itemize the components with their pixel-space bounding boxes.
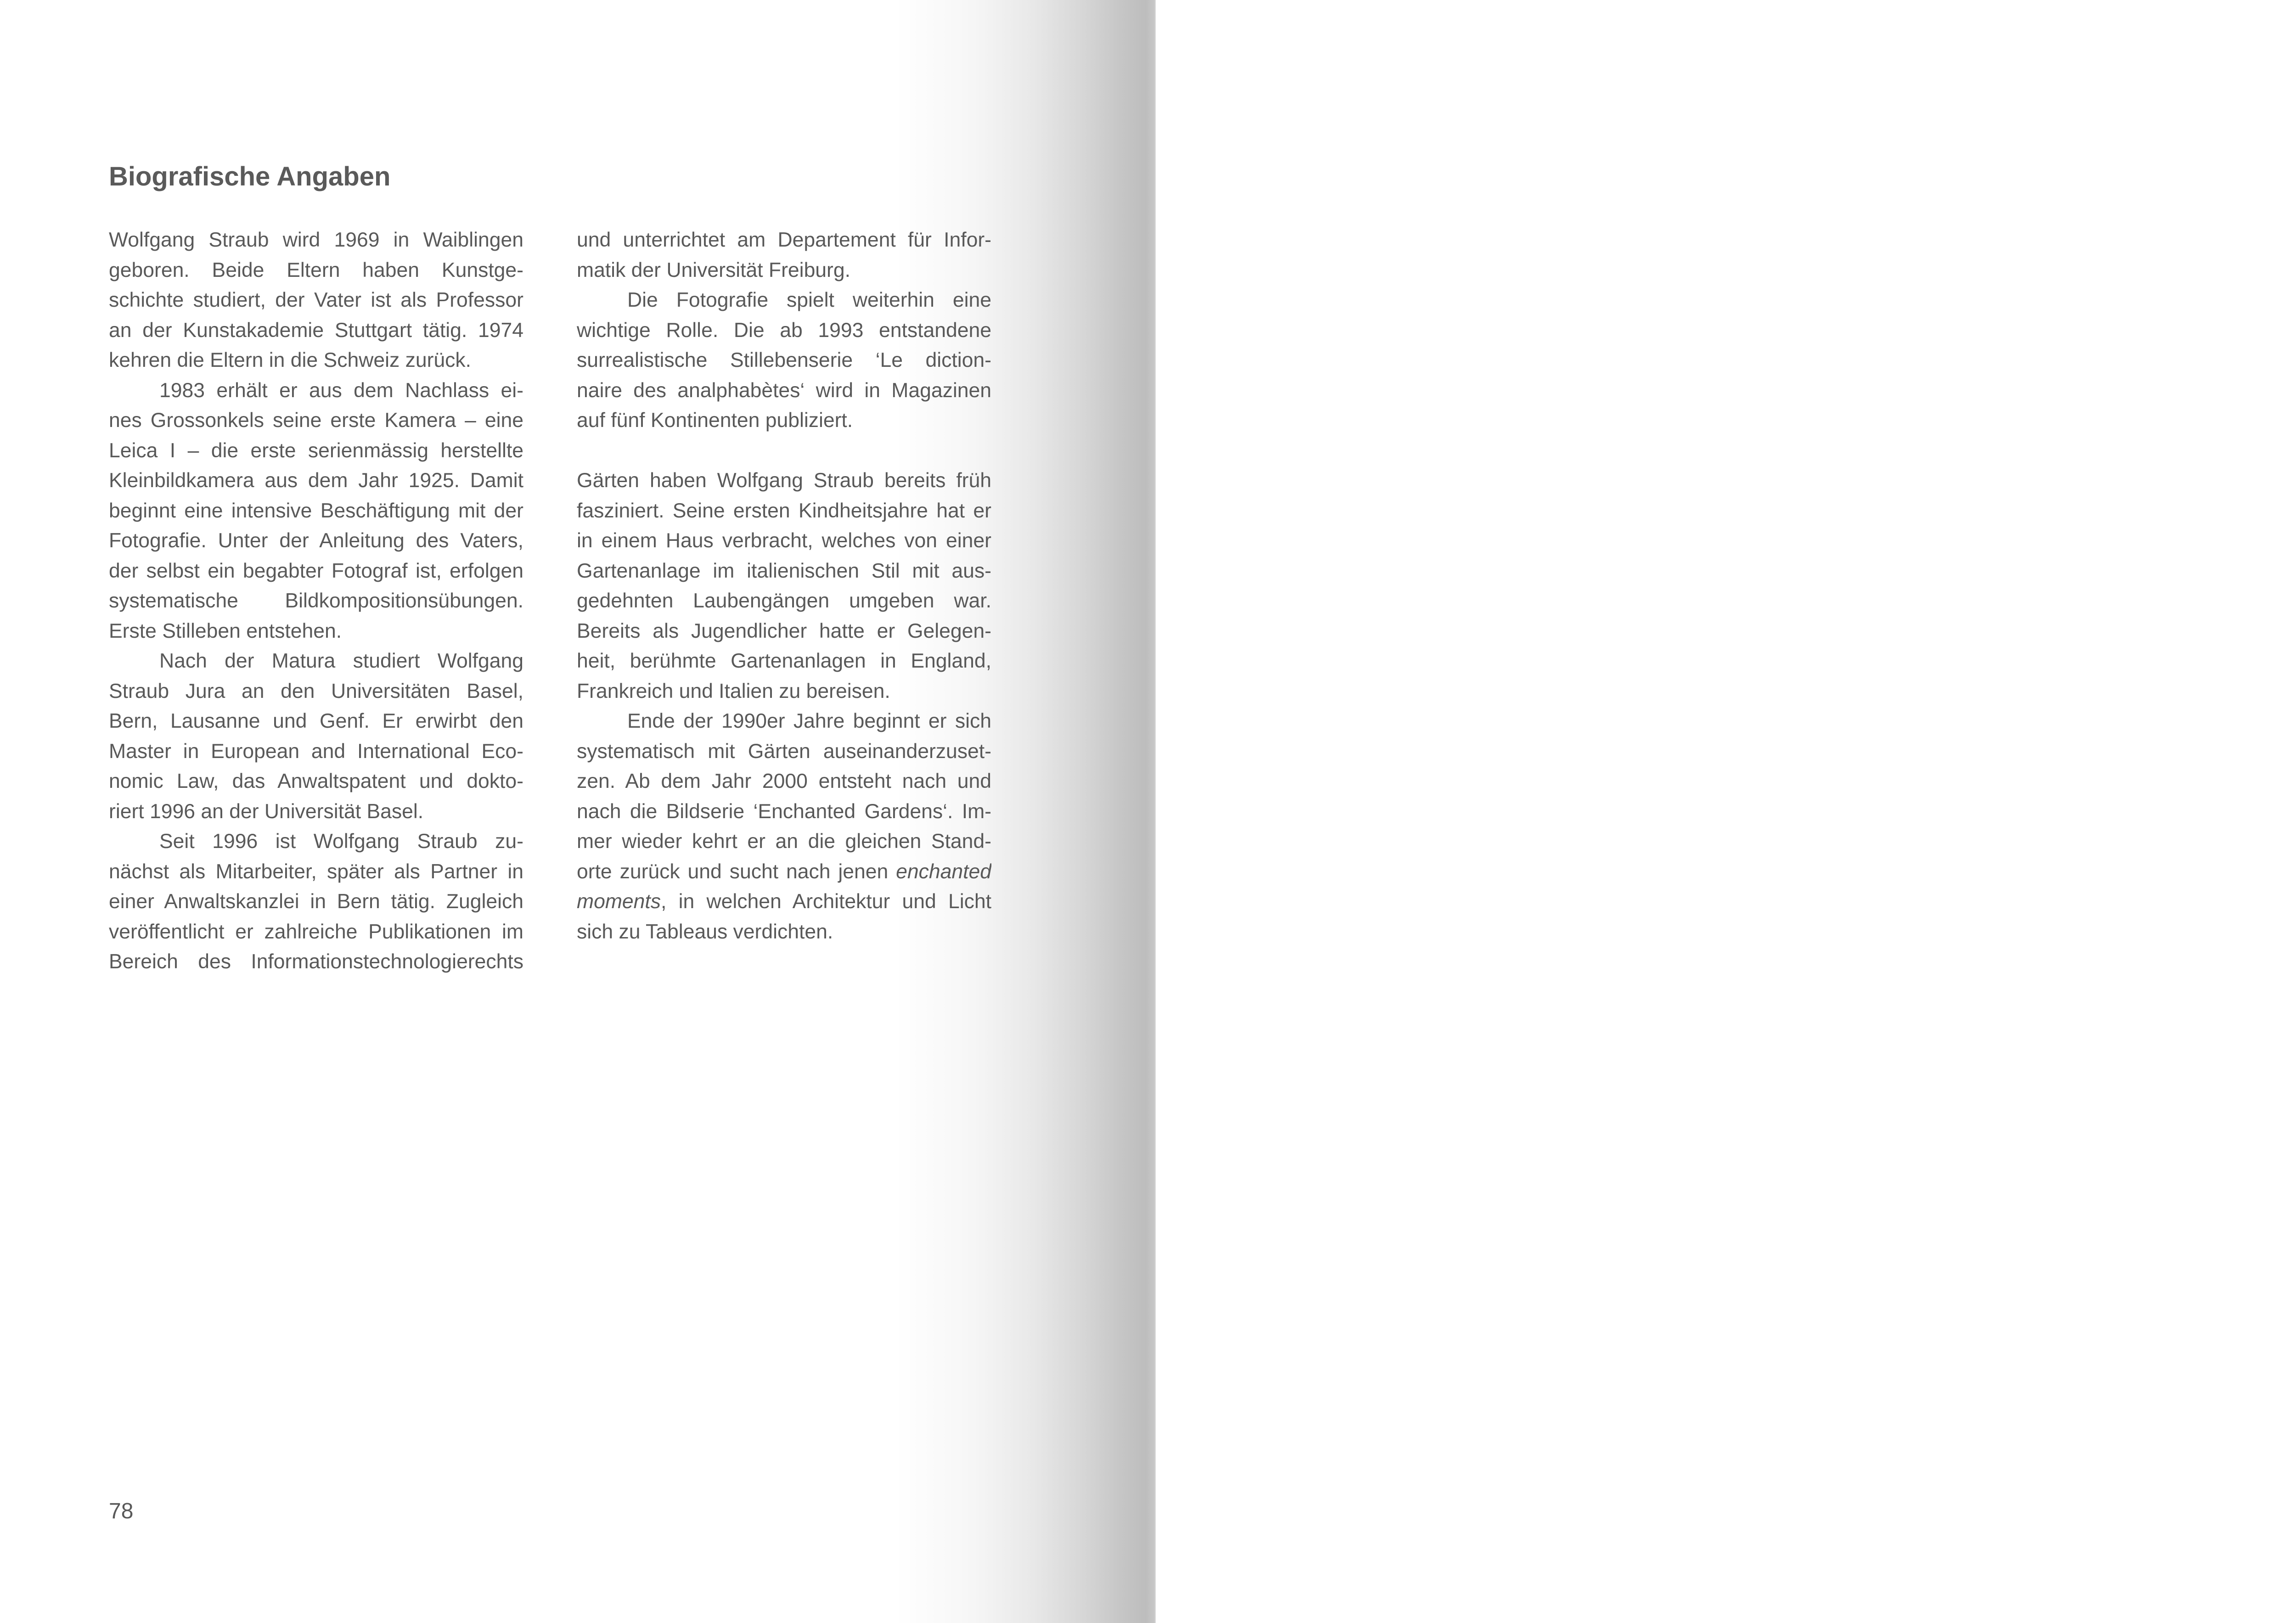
text-line: Gartenanlage im italienischen Stil mit aus-: [577, 559, 991, 582]
text-line: in einem Haus verbracht, welches von einer: [577, 529, 991, 552]
text-line: Bereich des Informationstechnologierechts: [109, 950, 523, 973]
text-line: sich zu Tableaus verdichten.: [577, 920, 833, 943]
text-line: gedehnten Laubengängen umgeben war.: [577, 590, 991, 612]
text-line: Leica I – die erste serienmässig herstellte: [109, 439, 523, 462]
text-line: Die Fotografie spielt weiterhin eine: [627, 289, 991, 311]
text-line: Fotografie. Unter der Anleitung des Vaters,: [109, 529, 523, 552]
text-line: der selbst ein begabter Fotograf ist, erfolgen: [109, 559, 523, 582]
text-line: beginnt eine intensive Beschäftigung mit der: [109, 499, 523, 522]
text-line: geboren. Beide Eltern haben Kunstge-: [109, 258, 523, 281]
text-line: kehren die Eltern in die Schweiz zurück.: [109, 349, 472, 371]
text-line: Wolfgang Straub wird 1969 in Waiblingen: [109, 229, 523, 251]
text-line: systematisch mit Gärten auseinanderzuset-: [577, 740, 991, 763]
text-line: fasziniert. Seine ersten Kindheitsjahre hat er: [577, 499, 991, 522]
text-line: Frankreich und Italien zu bereisen.: [577, 680, 890, 702]
text-column-right: [577, 225, 991, 947]
right-page-blank: [1155, 0, 2296, 1623]
text-line: veröffentlicht er zahlreiche Publikationen im: [109, 920, 523, 943]
text-column-left: [109, 225, 523, 977]
text-line: matik der Universität Freiburg.: [577, 258, 850, 281]
text-segment-italic: moments: [577, 890, 661, 913]
text-line: 1983 erhält er aus dem Nachlass ei-: [159, 379, 523, 402]
text-line: Kleinbildkamera aus dem Jahr 1925. Damit: [109, 469, 523, 492]
text-line: riert 1996 an der Universität Basel.: [109, 800, 424, 823]
text-line: Bereits als Jugendlicher hatte er Gelegen-: [577, 619, 991, 642]
page-heading: Biografische Angaben: [109, 162, 391, 191]
text-line: Nach der Matura studiert Wolfgang: [159, 650, 523, 672]
text-line: nächst als Mitarbeiter, später als Partner in: [109, 860, 523, 883]
text-line: systematische Bildkompositionsübungen.: [109, 590, 523, 612]
text-line: Gärten haben Wolfgang Straub bereits früh: [577, 469, 991, 492]
text-segment: , in welchen Architektur und Licht: [661, 890, 991, 913]
page-number: 78: [109, 1499, 134, 1523]
text-line: nomic Law, das Anwaltspatent und dokto-: [109, 770, 523, 792]
text-line: nes Grossonkels seine erste Kamera – eine: [109, 409, 523, 432]
text-segment-italic: enchanted: [896, 860, 991, 883]
text-line: naire des analphabètes‘ wird in Magazinen: [577, 379, 991, 402]
text-line: Master in European and International Eco-: [109, 740, 523, 763]
text-line: wichtige Rolle. Die ab 1993 entstandene: [577, 319, 991, 342]
text-line: einer Anwaltskanzlei in Bern tätig. Zugleich: [109, 890, 523, 913]
text-line: und unterrichtet am Departement für Infor-: [577, 229, 991, 251]
text-line: auf fünf Kontinenten publiziert.: [577, 409, 853, 432]
text-line: mer wieder kehrt er an die gleichen Stand-: [577, 830, 991, 853]
text-line: Erste Stilleben entstehen.: [109, 619, 342, 642]
text-line: surrealistische Stillebenserie ‘Le diction-: [577, 349, 991, 371]
text-line: heit, berühmte Gartenanlagen in England,: [577, 650, 991, 672]
text-line: Bern, Lausanne und Genf. Er erwirbt den: [109, 710, 523, 732]
text-line: schichte studiert, der Vater ist als Professor: [109, 289, 523, 311]
text-line: [577, 857, 991, 887]
text-line: Straub Jura an den Universitäten Basel,: [109, 680, 523, 702]
text-line: [577, 887, 991, 917]
text-line: nach die Bildserie ‘Enchanted Gardens‘. Im-: [577, 800, 991, 823]
paragraph-gap: [577, 436, 991, 466]
text-line: Ende der 1990er Jahre beginnt er sich: [627, 710, 991, 732]
text-segment: orte zurück und sucht nach jenen: [577, 860, 896, 883]
text-line: Seit 1996 ist Wolfgang Straub zu-: [159, 830, 523, 853]
text-line: an der Kunstakademie Stuttgart tätig. 1974: [109, 319, 523, 342]
text-line: zen. Ab dem Jahr 2000 entsteht nach und: [577, 770, 991, 792]
